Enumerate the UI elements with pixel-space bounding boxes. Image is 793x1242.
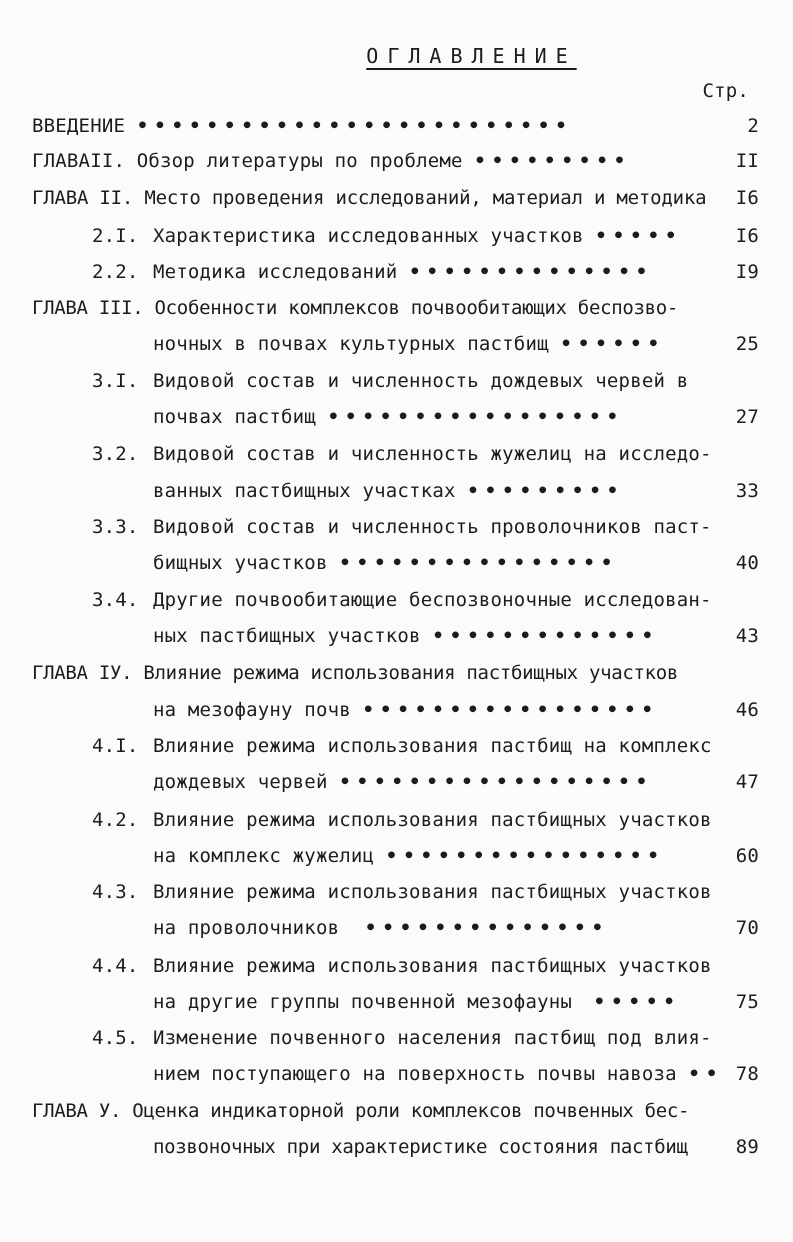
page-number: I9 [735, 261, 759, 283]
entry-title: Методика исследований [153, 261, 398, 283]
section-number: 3.I. [92, 370, 139, 392]
entry-title: Влияние режима использования пастбищных участков [153, 809, 712, 831]
entry-title: Изменение почвенного населения пастбищ под влия- [153, 1027, 712, 1049]
section-number: 4.2. [92, 809, 139, 831]
toc-entry-chapter-5[interactable] [32, 1098, 689, 1124]
toc-entry-4-2[interactable] [153, 807, 712, 833]
toc-entry-4-4-cont[interactable] [153, 989, 681, 1015]
entry-title: ВВЕДЕНИЕ [32, 115, 126, 137]
leader-dots: •••••••••••••••••• [339, 771, 654, 793]
leader-dots: ••••••••••••••••• [362, 699, 659, 721]
entry-title-continued: на мезофауну почв [153, 699, 351, 721]
leader-dots: ••••••••• [467, 480, 625, 502]
toc-entry-chapter-3-cont[interactable] [153, 331, 665, 357]
entry-title: Влияние режима использования пастбищ на комплекс [153, 735, 712, 757]
entry-title-continued: нием поступающего на поверхность почвы навоза [153, 1063, 677, 1085]
toc-entry-3-1-cont[interactable] [153, 404, 624, 430]
entry-title: Видовой состав и численность дождевых червей в [153, 370, 689, 392]
toc-entry-chapter-1[interactable] [32, 148, 712, 174]
toc-entry-chapter-4[interactable] [32, 660, 678, 686]
toc-entry-4-4[interactable] [153, 953, 712, 979]
toc-entry-chapter-4-cont[interactable] [153, 697, 659, 723]
leader-dots: ••••••••• [474, 150, 632, 172]
section-number: 2.I. [92, 225, 139, 247]
toc-entry-4-3[interactable] [153, 879, 712, 905]
section-number: 4.I. [92, 735, 139, 757]
toc-entry-chapter-2[interactable] [32, 185, 706, 211]
section-number: 4.5. [92, 1027, 139, 1049]
entry-title-continued: позвоночных при характеристике состояния пастбищ [153, 1136, 688, 1158]
entry-title: ГЛАВА II. Место проведения исследований, материал и методика [32, 187, 707, 209]
page-number: 40 [735, 552, 759, 574]
toc-entry-4-5-cont[interactable] [153, 1061, 723, 1087]
section-number: 3.3. [92, 516, 139, 538]
section-number: 4.4. [92, 955, 139, 977]
toc-entry-3-3[interactable] [153, 514, 712, 540]
page-number: 25 [735, 333, 759, 355]
entry-title: Другие почвообитающие беспозвоночные исследован- [153, 589, 712, 611]
leader-dots: ••••••••••••••••• [327, 406, 625, 428]
entry-title: Видовой состав и численность жужелиц на исследо- [153, 443, 712, 465]
page-number: 33 [735, 480, 759, 502]
page-number: II [735, 150, 759, 172]
leader-dots: ••••• [595, 225, 683, 247]
page-number: 2 [747, 115, 759, 137]
toc-entry-3-4[interactable] [153, 587, 712, 613]
toc-entry-4-1[interactable] [153, 733, 712, 759]
page-column-label: Стр. [702, 80, 749, 102]
page-number: 89 [735, 1136, 759, 1158]
section-number: 2.2. [92, 261, 139, 283]
toc-entry-3-4-cont[interactable] [153, 623, 659, 649]
toc-entry-2-1[interactable] [153, 223, 683, 249]
entry-title-continued: на комплекс жужелиц [153, 845, 375, 867]
entry-title: ГЛАВА У. Оценка индикаторной роли комплексов почвенных бес- [32, 1100, 690, 1122]
toc-entry-4-1-cont[interactable] [153, 769, 653, 795]
leader-dots: •• [688, 1063, 724, 1085]
page-title: ОГЛАВЛЕНИЕ [366, 44, 577, 68]
section-number: 3.2. [92, 443, 139, 465]
leader-dots: •••••••••••••••• [339, 552, 619, 574]
toc-entry-3-2-cont[interactable] [153, 478, 624, 504]
page-number: 70 [735, 917, 759, 939]
page-number: I6 [735, 225, 759, 247]
entry-title-continued: ночных в почвах культурных пастбищ [153, 333, 549, 355]
page-number: I6 [735, 187, 759, 209]
toc-entry-chapter-5-cont[interactable] [153, 1134, 688, 1160]
toc-entry-4-2-cont[interactable] [153, 843, 665, 869]
entry-title: Видовой состав и численность проволочников паст- [153, 516, 712, 538]
entry-title: ГЛАВА III. Особенности комплексов почвообитающих беспозво- [32, 297, 679, 319]
leader-dots: •••••••••••••• [364, 917, 610, 939]
page-number: 43 [735, 625, 759, 647]
entry-title: Характеристика исследованных участков [153, 225, 584, 247]
leader-dots: •••••••••••••••• [385, 845, 665, 867]
entry-title-continued: ных пастбищных участков [153, 625, 421, 647]
toc-entry-introduction[interactable] [32, 113, 702, 139]
toc-entry-3-2[interactable] [153, 441, 712, 467]
page-number: 78 [735, 1063, 759, 1085]
toc-entry-2-2[interactable] [153, 259, 653, 285]
leader-dots: ••••• [593, 991, 681, 1013]
entry-title-continued: бищных участков [153, 552, 328, 574]
page-number: 60 [735, 845, 759, 867]
entry-title-continued: дождевых червей [153, 771, 328, 793]
leader-dots: ••••••••••••• [432, 625, 660, 647]
toc-entry-chapter-3[interactable] [32, 295, 678, 321]
toc-entry-4-5[interactable] [153, 1025, 712, 1051]
leader-dots: ••••••••••••••••••••••••• [136, 115, 573, 137]
page-number: 46 [735, 699, 759, 721]
page-number: 47 [735, 771, 759, 793]
entry-title-continued: почвах пастбищ [153, 406, 316, 428]
leader-dots: •••••••••••••• [409, 261, 654, 283]
page-number: 27 [735, 406, 759, 428]
entry-title-continued: ванных пастбищных участках [153, 480, 456, 502]
entry-title: Влияние режима использования пастбищных участков [153, 955, 712, 977]
section-number: 3.4. [92, 589, 139, 611]
entry-title-continued: на проволочников [153, 917, 340, 939]
toc-entry-4-3-cont[interactable] [153, 915, 609, 941]
entry-title: ГЛАВАII. Обзор литературы по проблеме [32, 150, 463, 172]
leader-dots: •••••• [560, 333, 666, 355]
entry-title: Влияние режима использования пастбищных участков [153, 881, 712, 903]
page-number: 75 [735, 991, 759, 1013]
section-number: 4.3. [92, 881, 139, 903]
entry-title-continued: на другие группы почвенной мезофауны [153, 991, 573, 1013]
entry-title: ГЛАВА IУ. Влияние режима использования пастбищных участков [32, 662, 679, 684]
toc-entry-3-3-cont[interactable] [153, 550, 618, 576]
toc-entry-3-1[interactable] [153, 368, 688, 394]
